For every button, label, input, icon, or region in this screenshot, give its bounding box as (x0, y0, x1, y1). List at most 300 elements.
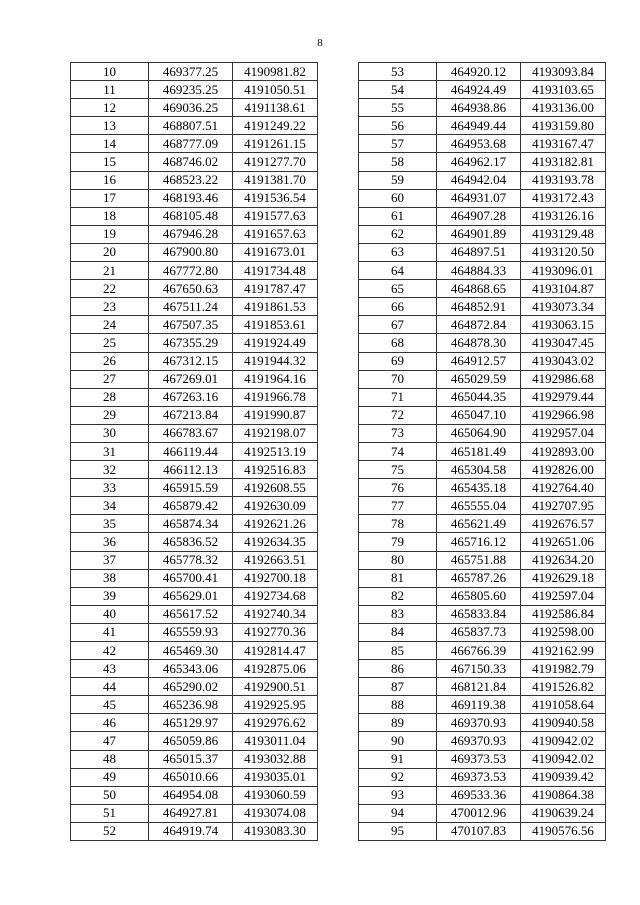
x-coordinate-cell: 469533.36 (437, 786, 521, 804)
point-number-cell: 18 (71, 207, 149, 225)
y-coordinate-cell: 4192629.18 (521, 569, 606, 587)
table-row (71, 370, 318, 388)
point-number-cell: 67 (359, 316, 437, 334)
x-coordinate-cell: 469370.93 (437, 714, 521, 732)
table-row (71, 171, 318, 189)
x-coordinate-cell: 467650.63 (149, 280, 233, 298)
x-coordinate-cell: 470107.83 (437, 822, 521, 840)
table-row (359, 569, 606, 587)
table-row (359, 696, 606, 714)
x-coordinate-cell: 465064.90 (437, 424, 521, 442)
table-row (71, 99, 318, 117)
x-coordinate-cell: 465617.52 (149, 605, 233, 623)
point-number-cell: 72 (359, 406, 437, 424)
y-coordinate-cell: 4193060.59 (233, 786, 318, 804)
x-coordinate-cell: 465874.34 (149, 515, 233, 533)
y-coordinate-cell: 4192676.57 (521, 515, 606, 533)
x-coordinate-cell: 465236.98 (149, 696, 233, 714)
y-coordinate-cell: 4192814.47 (233, 642, 318, 660)
point-number-cell: 44 (71, 678, 149, 696)
point-number-cell: 47 (71, 732, 149, 750)
x-coordinate-cell: 467507.35 (149, 316, 233, 334)
y-coordinate-cell: 4193193.78 (521, 171, 606, 189)
x-coordinate-cell: 469036.25 (149, 99, 233, 117)
x-coordinate-cell: 467263.16 (149, 388, 233, 406)
y-coordinate-cell: 4190942.02 (521, 732, 606, 750)
point-number-cell: 43 (71, 660, 149, 678)
table-row (359, 171, 606, 189)
table-row (71, 515, 318, 533)
table-row (359, 63, 606, 81)
point-number-cell: 29 (71, 406, 149, 424)
table-row (359, 804, 606, 822)
x-coordinate-cell: 466112.13 (149, 461, 233, 479)
x-coordinate-cell: 468807.51 (149, 117, 233, 135)
x-coordinate-cell: 465629.01 (149, 587, 233, 605)
y-coordinate-cell: 4193083.30 (233, 822, 318, 840)
table-row (71, 804, 318, 822)
table-row (359, 551, 606, 569)
y-coordinate-cell: 4191982.79 (521, 660, 606, 678)
table-row (359, 298, 606, 316)
y-coordinate-cell: 4193120.50 (521, 243, 606, 261)
x-coordinate-cell: 467213.84 (149, 406, 233, 424)
table-row (359, 642, 606, 660)
x-coordinate-cell: 464912.57 (437, 352, 521, 370)
y-coordinate-cell: 4193043.02 (521, 352, 606, 370)
x-coordinate-cell: 465778.32 (149, 551, 233, 569)
table-row (359, 424, 606, 442)
point-number-cell: 21 (71, 262, 149, 280)
point-number-cell: 19 (71, 225, 149, 243)
x-coordinate-cell: 464920.12 (437, 63, 521, 81)
point-number-cell: 61 (359, 207, 437, 225)
x-coordinate-cell: 465129.97 (149, 714, 233, 732)
point-number-cell: 74 (359, 442, 437, 460)
x-coordinate-cell: 468777.09 (149, 135, 233, 153)
point-number-cell: 56 (359, 117, 437, 135)
x-coordinate-cell: 465879.42 (149, 497, 233, 515)
x-coordinate-cell: 465621.49 (437, 515, 521, 533)
y-coordinate-cell: 4192925.95 (233, 696, 318, 714)
table-row (359, 623, 606, 641)
y-coordinate-cell: 4191050.51 (233, 81, 318, 99)
table-row (71, 189, 318, 207)
table-row (71, 750, 318, 768)
point-number-cell: 20 (71, 243, 149, 261)
point-number-cell: 66 (359, 298, 437, 316)
x-coordinate-cell: 465559.93 (149, 623, 233, 641)
y-coordinate-cell: 4193035.01 (233, 768, 318, 786)
point-number-cell: 58 (359, 153, 437, 171)
x-coordinate-cell: 465304.58 (437, 461, 521, 479)
table-row (359, 822, 606, 840)
y-coordinate-cell: 4192634.20 (521, 551, 606, 569)
point-number-cell: 45 (71, 696, 149, 714)
table-row (359, 605, 606, 623)
table-row (71, 334, 318, 352)
point-number-cell: 86 (359, 660, 437, 678)
y-coordinate-cell: 4191249.22 (233, 117, 318, 135)
x-coordinate-cell: 465805.60 (437, 587, 521, 605)
y-coordinate-cell: 4191138.61 (233, 99, 318, 117)
coordinates-table-right-body (359, 63, 606, 841)
y-coordinate-cell: 4191966.78 (233, 388, 318, 406)
table-row (71, 822, 318, 840)
y-coordinate-cell: 4192586.84 (521, 605, 606, 623)
table-row (359, 678, 606, 696)
y-coordinate-cell: 4191261.15 (233, 135, 318, 153)
table-row (359, 479, 606, 497)
page-number: 8 (317, 37, 323, 49)
point-number-cell: 52 (71, 822, 149, 840)
table-row (359, 280, 606, 298)
table-row (71, 714, 318, 732)
point-number-cell: 22 (71, 280, 149, 298)
y-coordinate-cell: 4193032.88 (233, 750, 318, 768)
table-row (359, 660, 606, 678)
x-coordinate-cell: 468105.48 (149, 207, 233, 225)
point-number-cell: 23 (71, 298, 149, 316)
point-number-cell: 93 (359, 786, 437, 804)
y-coordinate-cell: 4191924.49 (233, 334, 318, 352)
y-coordinate-cell: 4191990.87 (233, 406, 318, 424)
x-coordinate-cell: 465029.59 (437, 370, 521, 388)
table-row (359, 714, 606, 732)
table-row (359, 786, 606, 804)
x-coordinate-cell: 464938.86 (437, 99, 521, 117)
point-number-cell: 35 (71, 515, 149, 533)
point-number-cell: 81 (359, 569, 437, 587)
table-row (359, 99, 606, 117)
x-coordinate-cell: 467312.15 (149, 352, 233, 370)
table-row (71, 642, 318, 660)
point-number-cell: 91 (359, 750, 437, 768)
table-row (71, 786, 318, 804)
point-number-cell: 82 (359, 587, 437, 605)
y-coordinate-cell: 4193047.45 (521, 334, 606, 352)
table-row (71, 135, 318, 153)
table-row (71, 316, 318, 334)
table-row (359, 135, 606, 153)
x-coordinate-cell: 464901.89 (437, 225, 521, 243)
x-coordinate-cell: 466783.67 (149, 424, 233, 442)
table-row (359, 316, 606, 334)
point-number-cell: 84 (359, 623, 437, 641)
x-coordinate-cell: 464919.74 (149, 822, 233, 840)
table-row (71, 497, 318, 515)
x-coordinate-cell: 469377.25 (149, 63, 233, 81)
table-row (359, 334, 606, 352)
point-number-cell: 59 (359, 171, 437, 189)
point-number-cell: 62 (359, 225, 437, 243)
point-number-cell: 31 (71, 442, 149, 460)
point-number-cell: 15 (71, 153, 149, 171)
point-number-cell: 41 (71, 623, 149, 641)
point-number-cell: 28 (71, 388, 149, 406)
table-row (359, 533, 606, 551)
table-row (71, 388, 318, 406)
y-coordinate-cell: 4193136.00 (521, 99, 606, 117)
point-number-cell: 70 (359, 370, 437, 388)
point-number-cell: 88 (359, 696, 437, 714)
x-coordinate-cell: 465837.73 (437, 623, 521, 641)
x-coordinate-cell: 467946.28 (149, 225, 233, 243)
point-number-cell: 30 (71, 424, 149, 442)
y-coordinate-cell: 4192598.00 (521, 623, 606, 641)
table-row (71, 81, 318, 99)
y-coordinate-cell: 4192734.68 (233, 587, 318, 605)
point-number-cell: 87 (359, 678, 437, 696)
x-coordinate-cell: 468121.84 (437, 678, 521, 696)
point-number-cell: 90 (359, 732, 437, 750)
y-coordinate-cell: 4190576.56 (521, 822, 606, 840)
y-coordinate-cell: 4192764.40 (521, 479, 606, 497)
point-number-cell: 39 (71, 587, 149, 605)
point-number-cell: 48 (71, 750, 149, 768)
point-number-cell: 68 (359, 334, 437, 352)
y-coordinate-cell: 4192516.83 (233, 461, 318, 479)
x-coordinate-cell: 464953.68 (437, 135, 521, 153)
table-row (359, 732, 606, 750)
x-coordinate-cell: 469235.25 (149, 81, 233, 99)
point-number-cell: 75 (359, 461, 437, 479)
table-row (359, 406, 606, 424)
y-coordinate-cell: 4193182.81 (521, 153, 606, 171)
point-number-cell: 33 (71, 479, 149, 497)
y-coordinate-cell: 4192634.35 (233, 533, 318, 551)
y-coordinate-cell: 4191734.48 (233, 262, 318, 280)
y-coordinate-cell: 4192630.09 (233, 497, 318, 515)
y-coordinate-cell: 4193172.43 (521, 189, 606, 207)
point-number-cell: 73 (359, 424, 437, 442)
x-coordinate-cell: 464924.49 (437, 81, 521, 99)
y-coordinate-cell: 4192608.55 (233, 479, 318, 497)
point-number-cell: 60 (359, 189, 437, 207)
y-coordinate-cell: 4191787.47 (233, 280, 318, 298)
point-number-cell: 65 (359, 280, 437, 298)
y-coordinate-cell: 4192663.51 (233, 551, 318, 569)
table-row (71, 623, 318, 641)
point-number-cell: 77 (359, 497, 437, 515)
table-row (71, 406, 318, 424)
y-coordinate-cell: 4193159.80 (521, 117, 606, 135)
point-number-cell: 63 (359, 243, 437, 261)
point-number-cell: 89 (359, 714, 437, 732)
x-coordinate-cell: 465833.84 (437, 605, 521, 623)
x-coordinate-cell: 465836.52 (149, 533, 233, 551)
table-row (359, 587, 606, 605)
table-row (71, 262, 318, 280)
point-number-cell: 85 (359, 642, 437, 660)
x-coordinate-cell: 465015.37 (149, 750, 233, 768)
y-coordinate-cell: 4192198.07 (233, 424, 318, 442)
y-coordinate-cell: 4191853.61 (233, 316, 318, 334)
table-row (71, 479, 318, 497)
table-row (71, 461, 318, 479)
y-coordinate-cell: 4192770.36 (233, 623, 318, 641)
point-number-cell: 57 (359, 135, 437, 153)
x-coordinate-cell: 467355.29 (149, 334, 233, 352)
y-coordinate-cell: 4192700.18 (233, 569, 318, 587)
point-number-cell: 27 (71, 370, 149, 388)
coordinates-table-left (70, 62, 318, 841)
y-coordinate-cell: 4193096.01 (521, 262, 606, 280)
table-row (359, 262, 606, 280)
x-coordinate-cell: 465044.35 (437, 388, 521, 406)
table-row (359, 388, 606, 406)
point-number-cell: 49 (71, 768, 149, 786)
table-row (71, 605, 318, 623)
table-row (359, 750, 606, 768)
x-coordinate-cell: 464927.81 (149, 804, 233, 822)
point-number-cell: 37 (71, 551, 149, 569)
x-coordinate-cell: 464954.08 (149, 786, 233, 804)
table-row (359, 225, 606, 243)
x-coordinate-cell: 465716.12 (437, 533, 521, 551)
x-coordinate-cell: 465435.18 (437, 479, 521, 497)
table-row (359, 497, 606, 515)
x-coordinate-cell: 470012.96 (437, 804, 521, 822)
x-coordinate-cell: 468523.22 (149, 171, 233, 189)
table-row (359, 81, 606, 99)
point-number-cell: 53 (359, 63, 437, 81)
y-coordinate-cell: 4190940.58 (521, 714, 606, 732)
point-number-cell: 54 (359, 81, 437, 99)
point-number-cell: 11 (71, 81, 149, 99)
point-number-cell: 83 (359, 605, 437, 623)
table-row (359, 153, 606, 171)
table-row (71, 225, 318, 243)
x-coordinate-cell: 467772.80 (149, 262, 233, 280)
y-coordinate-cell: 4191526.82 (521, 678, 606, 696)
x-coordinate-cell: 464907.28 (437, 207, 521, 225)
point-number-cell: 36 (71, 533, 149, 551)
y-coordinate-cell: 4191577.63 (233, 207, 318, 225)
x-coordinate-cell: 465915.59 (149, 479, 233, 497)
x-coordinate-cell: 465343.06 (149, 660, 233, 678)
y-coordinate-cell: 4193104.87 (521, 280, 606, 298)
point-number-cell: 42 (71, 642, 149, 660)
point-number-cell: 34 (71, 497, 149, 515)
y-coordinate-cell: 4192162.99 (521, 642, 606, 660)
table-row (71, 768, 318, 786)
y-coordinate-cell: 4192597.04 (521, 587, 606, 605)
y-coordinate-cell: 4193129.48 (521, 225, 606, 243)
x-coordinate-cell: 464942.04 (437, 171, 521, 189)
x-coordinate-cell: 464949.44 (437, 117, 521, 135)
point-number-cell: 79 (359, 533, 437, 551)
y-coordinate-cell: 4192966.98 (521, 406, 606, 424)
y-coordinate-cell: 4192875.06 (233, 660, 318, 678)
y-coordinate-cell: 4192976.62 (233, 714, 318, 732)
x-coordinate-cell: 469373.53 (437, 750, 521, 768)
table-row (71, 207, 318, 225)
table-row (71, 280, 318, 298)
y-coordinate-cell: 4192893.00 (521, 442, 606, 460)
y-coordinate-cell: 4190942.02 (521, 750, 606, 768)
table-row (359, 515, 606, 533)
table-row (359, 189, 606, 207)
y-coordinate-cell: 4190981.82 (233, 63, 318, 81)
x-coordinate-cell: 466766.39 (437, 642, 521, 660)
point-number-cell: 10 (71, 63, 149, 81)
table-row (359, 243, 606, 261)
point-number-cell: 40 (71, 605, 149, 623)
point-number-cell: 32 (71, 461, 149, 479)
point-number-cell: 13 (71, 117, 149, 135)
point-number-cell: 50 (71, 786, 149, 804)
x-coordinate-cell: 465700.41 (149, 569, 233, 587)
y-coordinate-cell: 4191381.70 (233, 171, 318, 189)
y-coordinate-cell: 4190864.38 (521, 786, 606, 804)
coordinates-table-left-body (71, 63, 318, 841)
point-number-cell: 24 (71, 316, 149, 334)
table-row (71, 533, 318, 551)
table-row (359, 768, 606, 786)
y-coordinate-cell: 4192957.04 (521, 424, 606, 442)
x-coordinate-cell: 465751.88 (437, 551, 521, 569)
table-row (71, 424, 318, 442)
y-coordinate-cell: 4191944.32 (233, 352, 318, 370)
x-coordinate-cell: 464852.91 (437, 298, 521, 316)
x-coordinate-cell: 465290.02 (149, 678, 233, 696)
x-coordinate-cell: 465469.30 (149, 642, 233, 660)
y-coordinate-cell: 4192900.51 (233, 678, 318, 696)
x-coordinate-cell: 467150.33 (437, 660, 521, 678)
point-number-cell: 26 (71, 352, 149, 370)
y-coordinate-cell: 4191673.01 (233, 243, 318, 261)
point-number-cell: 16 (71, 171, 149, 189)
y-coordinate-cell: 4193103.65 (521, 81, 606, 99)
y-coordinate-cell: 4192707.95 (521, 497, 606, 515)
point-number-cell: 94 (359, 804, 437, 822)
y-coordinate-cell: 4191964.16 (233, 370, 318, 388)
table-row (71, 678, 318, 696)
coordinates-table-right (358, 62, 606, 841)
y-coordinate-cell: 4191058.64 (521, 696, 606, 714)
x-coordinate-cell: 464897.51 (437, 243, 521, 261)
table-row (71, 696, 318, 714)
y-coordinate-cell: 4193167.47 (521, 135, 606, 153)
point-number-cell: 14 (71, 135, 149, 153)
table-row (71, 117, 318, 135)
x-coordinate-cell: 465047.10 (437, 406, 521, 424)
table-row (359, 352, 606, 370)
table-row (359, 207, 606, 225)
point-number-cell: 71 (359, 388, 437, 406)
y-coordinate-cell: 4191536.54 (233, 189, 318, 207)
point-number-cell: 25 (71, 334, 149, 352)
y-coordinate-cell: 4192651.06 (521, 533, 606, 551)
table-row (71, 442, 318, 460)
y-coordinate-cell: 4192513.19 (233, 442, 318, 460)
point-number-cell: 12 (71, 99, 149, 117)
table-row (71, 732, 318, 750)
x-coordinate-cell: 465787.26 (437, 569, 521, 587)
point-number-cell: 76 (359, 479, 437, 497)
table-row (359, 117, 606, 135)
x-coordinate-cell: 465010.66 (149, 768, 233, 786)
x-coordinate-cell: 467900.80 (149, 243, 233, 261)
x-coordinate-cell: 464872.84 (437, 316, 521, 334)
table-row (359, 461, 606, 479)
table-row (71, 660, 318, 678)
point-number-cell: 38 (71, 569, 149, 587)
table-row (71, 587, 318, 605)
y-coordinate-cell: 4191861.53 (233, 298, 318, 316)
x-coordinate-cell: 469119.38 (437, 696, 521, 714)
